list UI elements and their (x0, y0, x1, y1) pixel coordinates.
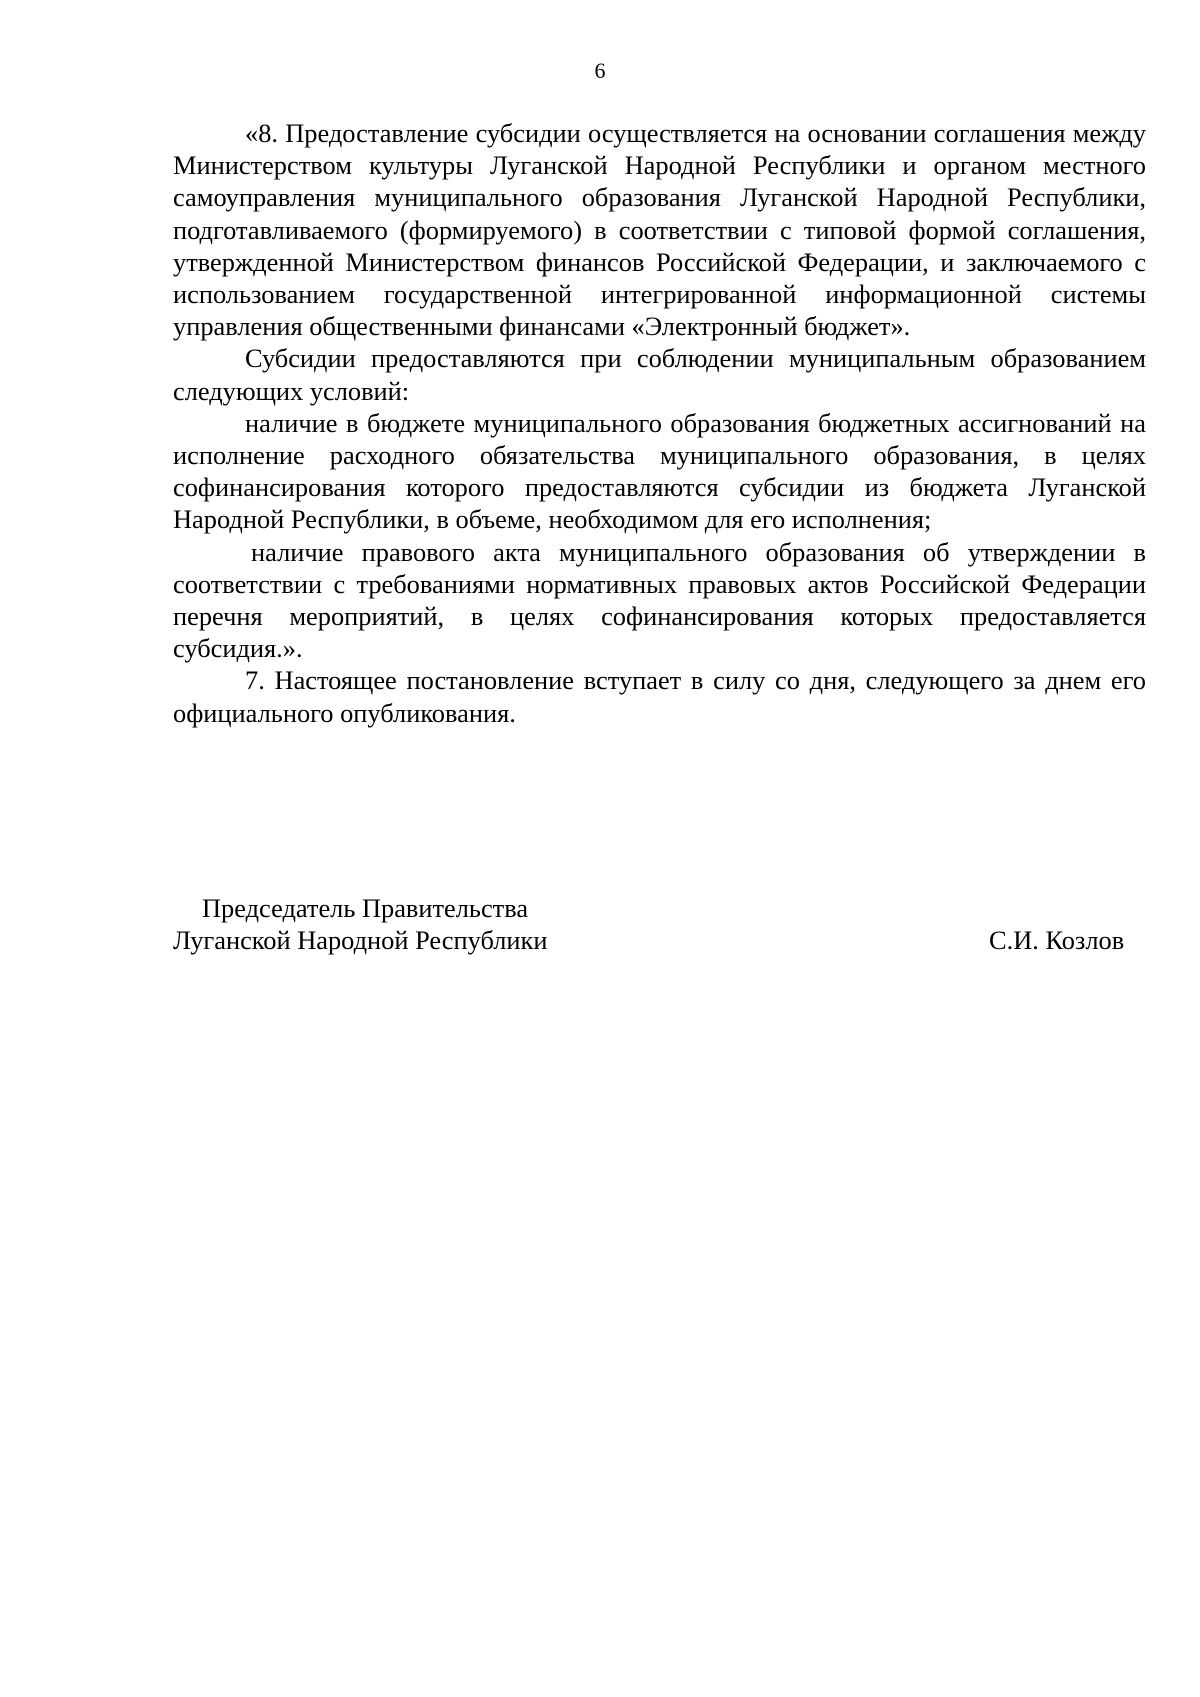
paragraph-budget-condition: наличие в бюджете муниципального образования бюджетных ассигнований на исполнение расходного обязательства муниципального образования, в целях софинансирования которого предоставляются субсидии из бюджета Луганской Народной Республики, в объеме, необходимом для его исполнения; (173, 407, 1146, 535)
paragraph-entry-into-force: 7. Настоящее постановление вступает в силу со дня, следующего за днем его официального опубликования. (173, 665, 1146, 728)
signature-title (173, 892, 547, 956)
signature-title-line2: Луганской Народной Республики (173, 925, 548, 956)
signature-title-line1: Председатель Правительства (202, 893, 529, 923)
paragraph-subsidy-agreement: «8. Предоставление субсидии осуществляется на основании соглашения между Министерством культуры Луганской Народной Республики и органом местного самоуправления муниципального образования Луганской Народной Республики, подготавливаемого (формируемого) в соответствии с типовой формой соглашения, утвержденной Министерством финансов Российской Федерации, и заключаемого с использованием государственной интегрированной информационной системы управления общественными финансами «Электронный бюджет». (173, 118, 1146, 342)
paragraph-legal-act-condition: наличие правового акта муниципального образования об утверждении в соответствии с требованиями нормативных правовых актов Российской Федерации перечня мероприятий, в целях софинансирования которых предоставляется субсидия.». (173, 536, 1146, 664)
page-number: 6 (594, 58, 606, 83)
document-body (173, 117, 1146, 729)
paragraph-subsidy-conditions: Субсидии предоставляются при соблюдении муниципальным образованием следующих условий: (173, 343, 1146, 406)
signature-name: С.И. Козлов (989, 925, 1125, 955)
